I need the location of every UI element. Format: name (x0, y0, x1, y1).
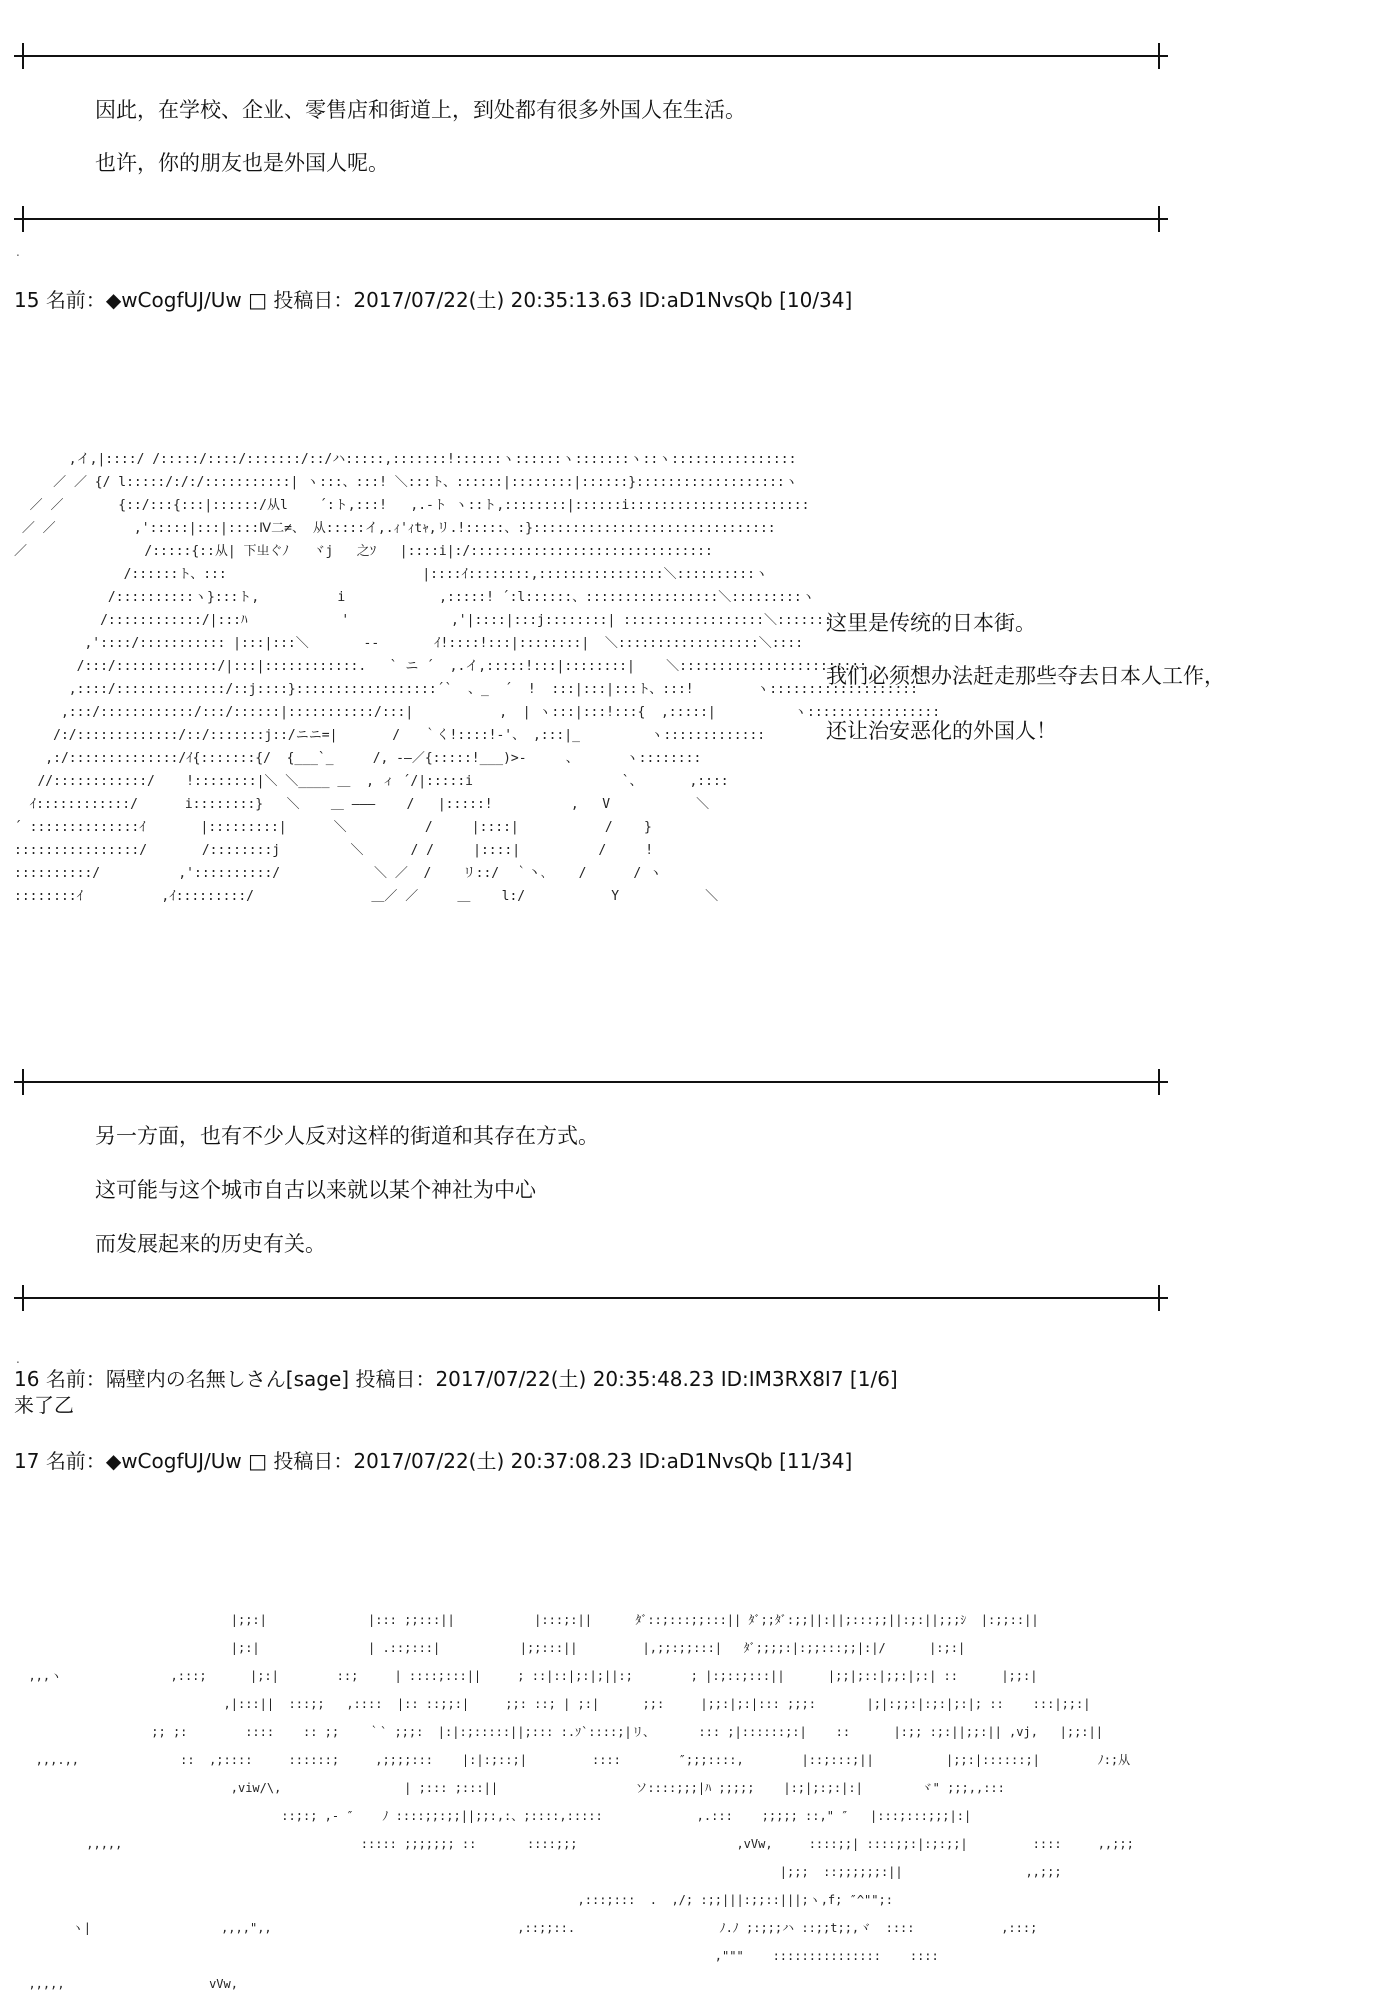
post-body-16: 来了乙 (14, 1393, 74, 1417)
divider-line (14, 1297, 1168, 1299)
post-date: 2017/07/22(土) 20:35:13.63 (353, 288, 633, 312)
divider-tick-left (22, 1285, 24, 1311)
narration-line-2: 这可能与这个城市自古以来就以某个神社为中心 (95, 1178, 536, 1202)
intro-line-1: 因此，在学校、企业、零售店和街道上，到处都有很多外国人在生活。 (95, 98, 746, 122)
post-header-17 (14, 1448, 852, 1474)
poster-trip[interactable]: ◆wCogfUJ/Uw (105, 1449, 242, 1473)
name-label: 名前： (45, 1449, 106, 1473)
divider-tick-left (22, 206, 24, 232)
post-date: 2017/07/22(土) 20:37:08.23 (353, 1449, 633, 1473)
poster-id[interactable]: ID:aD1NvsQb (638, 1449, 773, 1473)
ascii-art-scenery: |;;:| |::: ;;:::|| |:::;:|| ﾀﾞ::;:::;;:::|| ﾀﾞ;;ﾀﾞ:;;||:||;:::;;||:;:||;;;ｼ |:;;::|| |;:| | .::;:::| |;;:::|| |,;;:;;:::| ﾀﾞ;;;;:|:;;:::;;|:|/ |:;:| ,,,ヽ ,:::; |;:| ::; | ::::;:::|| ; ::|::|;:|;||:; ; |:;::;:::|| |;;|;::|;;:|;:| :: |;;:| ,|:::|| :::;; ,:::: |:: ::;;:| ;;: ::; | ;:| ;;: |;;:|;:|::: ;;;: |;|:;;:|:;:|;:|; :: :::|;;:| ;; ;: :::: :: ;; ｀` ;;;: |:|:;:::::||;::: :.ｿ`::::;|リ、 ::: ;|::::::;:| :: |:;; :;:||;;:|| ,vj, |;;:|| ,,,.,, :: ,;:::: ::::::; ,;;;;::: |:|:;::;| :::: ″;;;::::, |::;:::;|| |;;:|::::::;| ﾉ:;从 ,viw/\, | ;::: ;:::|| ソ::::;;;|ﾊ ;;;;; |:;|;:;:|:| ヾ" ;;;,,::: ::;:; ,‐ ″ ﾉ ::::;;:;;||;;:,:、;::::,::::: ,.::: ;;;;; ::," ″ |:::;:::;;;|:| ,,,,, ::::: ;;;;;;; :: ::::;;; ,vVw, ::::;;| ::::;;:|:;:;;| :::: ,,;;; |;;; ::;;;;;;:|| ,,;;; ,:::;::: . ,/; :;;|||:;;::|||;ヽ,f; ″^"";: ヽ| ,,,,",, ,::;;::. ﾉ.ﾉ ;:;;;ハ ::;;t;;,ヾ :::: ,:::; ,""" ::::::::::::::: :::: ,,,,, vVw, (28, 1613, 1134, 1991)
divider-line (14, 218, 1168, 220)
post-date: 2017/07/22(土) 20:35:48.23 (435, 1367, 715, 1391)
divider-rule (14, 41, 1168, 71)
intro-line-2: 也许，你的朋友也是外国人呢。 (95, 151, 389, 175)
poster-name: 隔壁内の名無しさん[sage] (105, 1367, 350, 1391)
date-label: 投稿日： (355, 1367, 436, 1391)
divider-rule (14, 1283, 1168, 1313)
speech-line-1: 这里是传统的日本街。 (826, 611, 1036, 635)
divider-tick-left (22, 1069, 24, 1095)
name-label: 名前： (45, 1367, 106, 1391)
narration-line-3: 而发展起来的历史有关。 (95, 1232, 326, 1256)
box-glyph: □ (248, 288, 268, 312)
divider-rule (14, 204, 1168, 234)
name-label: 名前： (45, 288, 106, 312)
stray-dot: . (16, 1352, 20, 1366)
divider-tick-left (22, 43, 24, 69)
speech-line-2: 我们必须想办法赶走那些夺去日本人工作， (826, 664, 1225, 688)
divider-tick-right (1158, 1285, 1160, 1311)
narration-line-1: 另一方面，也有不少人反对这样的街道和其存在方式。 (95, 1124, 599, 1148)
speech-line-3: 还让治安恶化的外国人！ (826, 719, 1057, 743)
post-number: 15 (14, 288, 40, 312)
post-number: 17 (14, 1449, 40, 1473)
poster-id[interactable]: ID:aD1NvsQb (638, 288, 773, 312)
divider-tick-right (1158, 43, 1160, 69)
date-label: 投稿日： (273, 1449, 354, 1473)
post-count: [11/34] (779, 1449, 853, 1473)
poster-trip[interactable]: ◆wCogfUJ/Uw (105, 288, 242, 312)
poster-id[interactable]: ID:IM3RX8I7 (720, 1367, 844, 1391)
post-number: 16 (14, 1367, 40, 1391)
post-header-16 (14, 1366, 898, 1392)
date-label: 投稿日： (273, 288, 354, 312)
divider-line (14, 1081, 1168, 1083)
post-count: [10/34] (779, 288, 853, 312)
ascii-art-character: ,イ,|::::/ /:::::/::::/:::::::/::/ハ:::::,:::::::!::::::ヽ::::::ヽ:::::::ヽ::ヽ:::::::::::::::: ／ ／ {/ l:::::/:/:/:::::::::::| ヽ:::、:::! ＼:::ト、::::::|::::::::|::::::}:::::::::::::::::::ヽ ／ ／ {::/:::{:::|::::::/从l ´:ト,:::! ,.-ト ヽ::ト,::::::::|::::::i::::::::::::::::::::::: ／ ／ ,':::::|:::|::::Ⅳ二≠、 从:::::イ,.ｨ'ｨtｬ,リ.!:::::、:}::::::::::::::::::::::::::::::: ／ /:::::{::从| 下㞢ぐﾉ ヾj 之ｿ |::::i|:/::::::::::::::::::::::::::::::: /::::::ト、::: |::::ｲ::::::::,::::::::::::::::＼::::::::::ヽ /::::::::::ヽ}:::ト, i ,:::::! ´:l::::::、:::::::::::::::::＼:::::::::ヽ /::::::::::::/|:::ﾊ ' ,'|::::|:::j::::::::| ::::::::::::::::::＼::::::: ,'::::/::::::::::: |:::|:::＼ ‐- ｲ!::::!:::|::::::::| ＼::::::::::::::::::＼:::: /:::/:::::::::::::/|:::|::::::::::::. ` ニ ´ ,.イ,:::::!:::|::::::::| ＼:::::::::::::::::::::::: ,::::/::::::::::::::/::j::::}::::::::::::::::::´` 、_ ´ ! :::|:::|:::ト、:::! ヽ::::::::::::::::::: ,:::/::::::::::::/:::/::::::|:::::::::::/:::| , | ヽ:::|:::!:::{ ,:::::| ヽ::::::::::::::::: /:/:::::::::::::/::/:::::::j::/ニニ=| / ｀く!::::!-'、 ,:::|_ ヽ::::::::::::: ,:/::::::::::::::/ｲ{:::::::{/ {___`_ /, ‐―／{:::::!___)>- 、 ヽ:::::::: //::::::::::::/ !::::::::|＼ ＼____ ＿ , ィ ´/|:::::i `、 ,:::: ｲ::::::::::::/ i::::::::} ＼ ＿ ――― / |:::::! , V ＼ ´ ::::::::::::::ｲ |:::::::::| ＼ / |::::| / } ::::::::::::::::/ /::::::::j ＼ / / |::::| / ! ::::::::::/ ,'::::::::::/ ＼ ／ / リ::/ ｀丶､ / / ヽ ::::::::ｲ ,ｲ:::::::::/ ＿／ ／ ＿ l:/ Y ＼ (14, 452, 941, 904)
post-header-15 (14, 287, 852, 313)
divider-line (14, 55, 1168, 57)
divider-rule (14, 1067, 1168, 1097)
box-glyph: □ (248, 1449, 268, 1473)
divider-tick-right (1158, 206, 1160, 232)
divider-tick-right (1158, 1069, 1160, 1095)
post-count: [1/6] (849, 1367, 898, 1391)
stray-dot: . (16, 245, 20, 259)
